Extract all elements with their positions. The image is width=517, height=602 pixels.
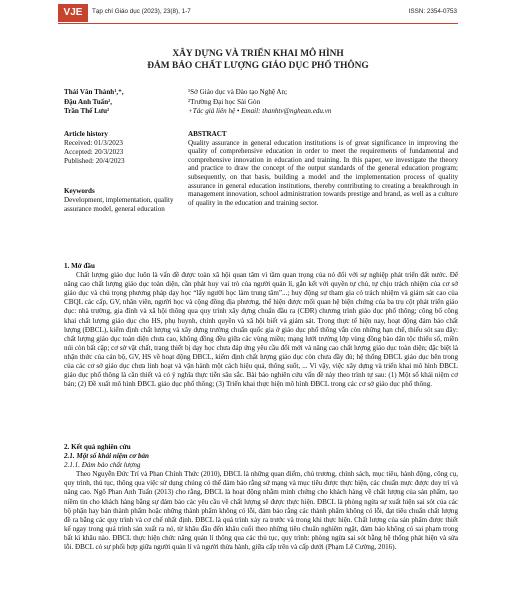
keywords-text: Development, implementation, quality assurance model, general education (64, 196, 174, 213)
author-list (64, 88, 184, 117)
abstract-text: Quality assurance in general education institutions is of great significance in improving the quality of comprehensive education in order to meet the requirements of fundamental and comprehensive innovation in education and training. In this paper, we investigate the theory and practice to draw the concept of the output standards of the general education program; subsequently, on that basis, building a model and the implementation process of quality assurance in general education institutions, thereby contributing to creating a breakthrough in management innovation, school administration towards prestige and brand, as well as a culture of quality in the education and training sector. (188, 138, 458, 207)
abstract-heading: ABSTRACT (188, 130, 227, 138)
corresponding-author: +Tác giả liên hệ • Email: thanhtv@nghean.edu.vn (188, 107, 332, 115)
title-line-2: ĐẢM BẢO CHẤT LƯỢNG GIÁO DỤC PHỔ THÔNG (147, 61, 369, 71)
section-2-paragraph: Theo Nguyễn Đức Trí và Phan Chính Thức (2010), ĐBCL là những quan điểm, chủ trương, chính sách, mục tiêu, hành động, công cụ, quy trình, thủ tục, thông qua việc sử dụng chúng có thể đảm bảo rằng sứ mạng và mục tiêu được thực hiện, các chuẩn mực được duy trì và nâng cao. Ngô Phan Anh Tuấn (2013) cho rằng, ĐBCL là hoạt động nhằm minh chứng cho khách hàng về chất lượng của sản phẩm, tạo niềm tin cho khách hàng bằng sự đảm bảo các yêu cầu về chất lượng sẽ được thực hiện. ĐBCL là phòng ngừa sự xuất hiện sai sót của các bộ phận hay bản thành phẩm hoặc những thành phẩm không có lỗi, đảm bảo rằng các thành phẩm không có lỗi, đạt tiêu chuẩn chất lượng đề ra bằng các quy trình và cơ chế nhất định. ĐBCL là quá trình xảy ra trước và trong khi thực hiện. Chất lượng của sản phẩm được thiết kế ngay trong quá trình sản xuất ra nó, từ khâu đầu đến khâu cuối theo những tiêu chuẩn nghiêm ngặt, đảm bảo không có sai phạm trong bất kì khâu nào. ĐBCL thực hiện chức năng quản lí thông qua các thủ tục, quy trình: phòng ngừa sai sót bằng hệ thống phát hiện và sửa lỗi. ĐBCL có sự phối hợp giữa người quản lí và người thừa hành, giữa cấp trên và cấp dưới (Phạm Lê Cường, 2016). (64, 470, 458, 552)
journal-citation: Tạp chí Giáo dục (2023), 23(8), 1-7 (92, 8, 191, 15)
keywords-heading: Keywords (64, 187, 95, 195)
journal-header (0, 0, 517, 26)
title-line-1: XÂY DỰNG VÀ TRIỂN KHAI MÔ HÌNH (172, 49, 344, 59)
affiliation-2: ²Trường Đại học Sài Gòn (188, 97, 261, 106)
history-received: Received: 01/3/2023 (64, 139, 123, 147)
history-heading: Article history (64, 130, 108, 138)
section-1-heading: 1. Mở đầu (64, 262, 95, 270)
section-introduction (64, 262, 458, 389)
section-2-heading: 2. Kết quả nghiên cứu (64, 443, 131, 451)
affiliation-list (188, 88, 458, 117)
keywords-block (64, 187, 182, 214)
author-3: Trần Thế Lưu² (64, 107, 110, 115)
journal-issn: ISSN: 2354-0753 (408, 8, 457, 15)
paper-title (58, 48, 458, 72)
section-results (64, 443, 458, 552)
abstract-block (188, 130, 458, 207)
history-accepted: Accepted: 20/3/2023 (64, 148, 124, 156)
affiliation-1: ¹Sở Giáo dục và Đào tạo Nghệ An; (188, 88, 288, 96)
subsection-2-1-heading: 2.1. Một số khái niệm cơ bản (64, 452, 150, 461)
article-history (64, 130, 182, 166)
section-1-paragraph: Chất lượng giáo dục luôn là vấn đề được toàn xã hội quan tâm vì tầm quan trọng của nó đối với sự nghiệp phát triển đất nước. Để nâng cao chất lượng giáo dục toàn diện, cần phát huy vai trò của người quản lí, gắn kết với quyền tự chủ, tự chịu trách nhiệm của cơ sở giáo dục và chủ trọng phương pháp dạy học “lấy người học làm trung tâm”...; huy động sự tham gia có trách nhiệm và giám sát cao của CBQL các cấp, GV, nhân viên, người học và cộng đồng địa phương, thể hiện được mối quan hệ biện chứng của ba trụ cột phát triển giáo dục: nhà trường, gia đình và xã hội thông qua quy trình xây dựng chuẩn đầu ra (CĐR) chương trình giáo dục phổ thông; công bố công khai chất lượng giáo dục cho HS, phụ huynh, chính quyền và xã hội biết và giám sát. Trong thực tế hiện nay, hoạt động đảm bảo chất lượng (ĐBCL), kiểm định chất lượng và xây dựng trường chuẩn quốc gia ở giáo dục phổ thông vẫn còn những hạn chế, thiếu sót sau đây: chất lượng giáo dục toàn diện chưa cao, không đồng đều giữa các vùng miền; mạng lưới trường lớp vùng đồng bào dân tộc thiểu số, miền núi còn bất cập; cơ sở vật chất, trang thiết bị dạy học chưa đáp ứng yêu cầu đổi mới và nâng cao chất lượng giáo dục toàn diện; đặc biệt là nhận thức của cán bộ, GV, HS về hoạt động ĐBCL, kiểm định chất lượng giáo dục còn chưa đầy đủ; hệ thống ĐBCL giáo dục bên trong của các cơ sở giáo dục chưa linh hoạt và vận hành một cách hiệu quả, thông suốt, ... Vì vậy, việc xây dựng và triển khai mô hình ĐBCL giáo dục phổ thông là cần thiết và có ý nghĩa thực tiễn sâu sắc. Bài báo nghiên cứu vấn đề này theo trình tự sau: (1) Một số khái niệm cơ bản; (2) Đề xuất mô hình ĐBCL giáo dục phổ thông; (3) Triển khai thực hiện mô hình ĐBCL trong các cơ sở giáo dục phổ thông. (64, 271, 458, 389)
history-published: Published: 20/4/2023 (64, 157, 125, 165)
subsection-2-1-1-heading: 2.1.1. Đảm bảo chất lượng (64, 461, 141, 470)
author-1: Thái Văn Thành¹,⁺, (64, 88, 124, 96)
author-2: Đậu Anh Tuấn², (64, 97, 113, 106)
header-divider (58, 23, 458, 24)
journal-logo: VJE (58, 4, 88, 22)
